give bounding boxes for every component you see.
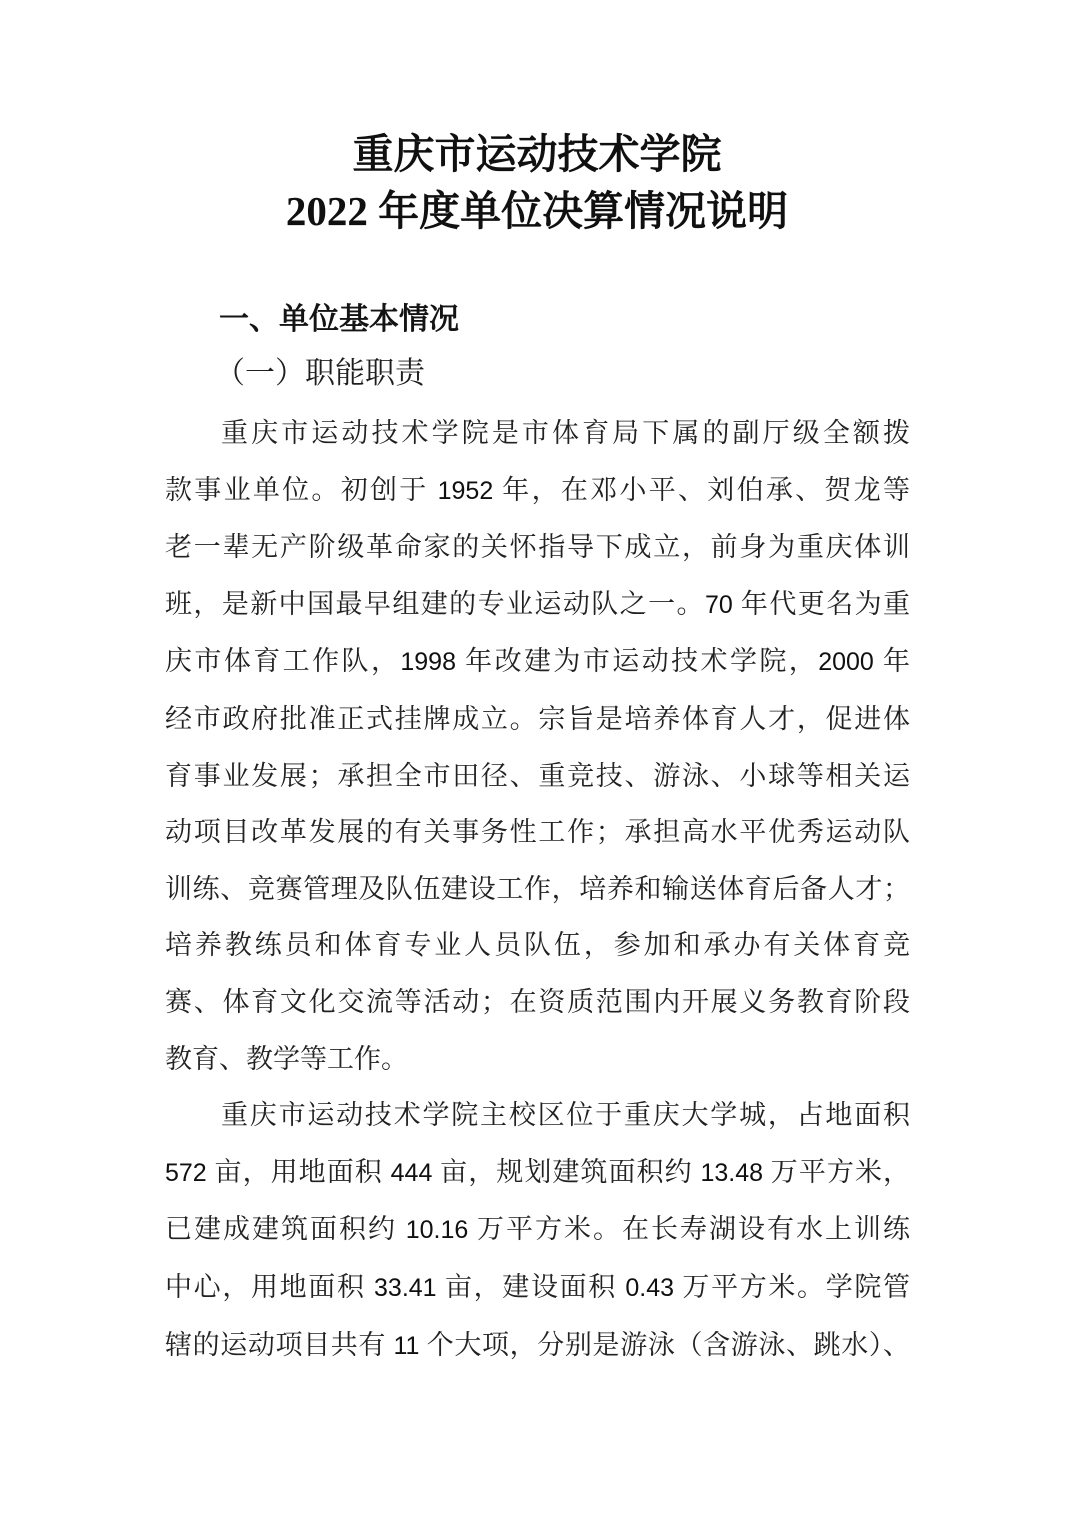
numeric-value: 444 [390, 1158, 433, 1187]
document-title-line1: 重庆市运动技术学院 [352, 131, 722, 177]
paragraph-line: 训练、竞赛管理及队伍建设工作，培养和输送体育后备人才； [165, 873, 910, 904]
paragraph-line: 辖的运动项目共有 11 个大项，分别是游泳（含游泳、跳水）、 [165, 1329, 910, 1360]
paragraph-line: 重庆市运动技术学院主校区位于重庆大学城，占地面积 [221, 1100, 910, 1131]
paragraph-line: 已建成建筑面积约 10.16 万平方米。在长寿湖设有水上训练 [165, 1214, 910, 1245]
body-text-block [165, 405, 910, 1374]
numeric-value: 11 [393, 1331, 420, 1360]
paragraph-line: 款事业单位。初创于 1952 年，在邓小平、刘伯承、贺龙等 [165, 474, 910, 505]
paragraph-line: 培养教练员和体育专业人员队伍，参加和承办有关体育竞 [165, 930, 910, 961]
paragraph-duties [165, 405, 910, 1087]
paragraph-line: 班，是新中国最早组建的专业运动队之一。70 年代更名为重 [165, 588, 910, 619]
document-body [165, 293, 910, 1374]
section-subheading-duties: （一）职能职责 [215, 357, 425, 390]
numeric-value: 1952 [437, 476, 494, 505]
document-title-line2: 2022 年度单位决算情况说明 [285, 188, 789, 234]
paragraph-line: 动项目改革发展的有关事务性工作；承担高水平优秀运动队 [165, 817, 910, 848]
numeric-value: 0.43 [625, 1273, 675, 1302]
numeric-value: 572 [165, 1158, 207, 1187]
paragraph-line: 经市政府批准正式挂牌成立。宗旨是培养体育人才，促进体 [165, 703, 910, 734]
paragraph-line: 庆市体育工作队，1998 年改建为市运动技术学院，2000 年 [165, 646, 910, 677]
section-heading-basic-info: 一、单位基本情况 [219, 303, 459, 336]
numeric-value: 1998 [400, 648, 456, 677]
paragraph-line: 教育、教学等工作。 [165, 1043, 408, 1074]
numeric-value: 13.48 [700, 1158, 763, 1187]
document-title [0, 0, 1074, 240]
paragraph-line: 育事业发展；承担全市田径、重竞技、游泳、小球等相关运 [165, 760, 910, 791]
numeric-value: 10.16 [405, 1216, 469, 1245]
paragraph-campus [165, 1087, 910, 1374]
paragraph-line: 572 亩，用地面积 444 亩，规划建筑面积约 13.48 万平方米， [165, 1156, 910, 1187]
numeric-value: 70 [704, 590, 733, 619]
paragraph-line: 老一辈无产阶级革命家的关怀指导下成立，前身为重庆体训 [165, 532, 910, 563]
numeric-value: 33.41 [374, 1273, 437, 1302]
paragraph-line: 中心，用地面积 33.41 亩，建设面积 0.43 万平方米。学院管 [165, 1271, 910, 1302]
paragraph-line: 赛、体育文化交流等活动；在资质范围内开展义务教育阶段 [165, 986, 910, 1017]
numeric-value: 2000 [818, 648, 874, 677]
paragraph-line: 重庆市运动技术学院是市体育局下属的副厅级全额拨 [221, 418, 910, 448]
